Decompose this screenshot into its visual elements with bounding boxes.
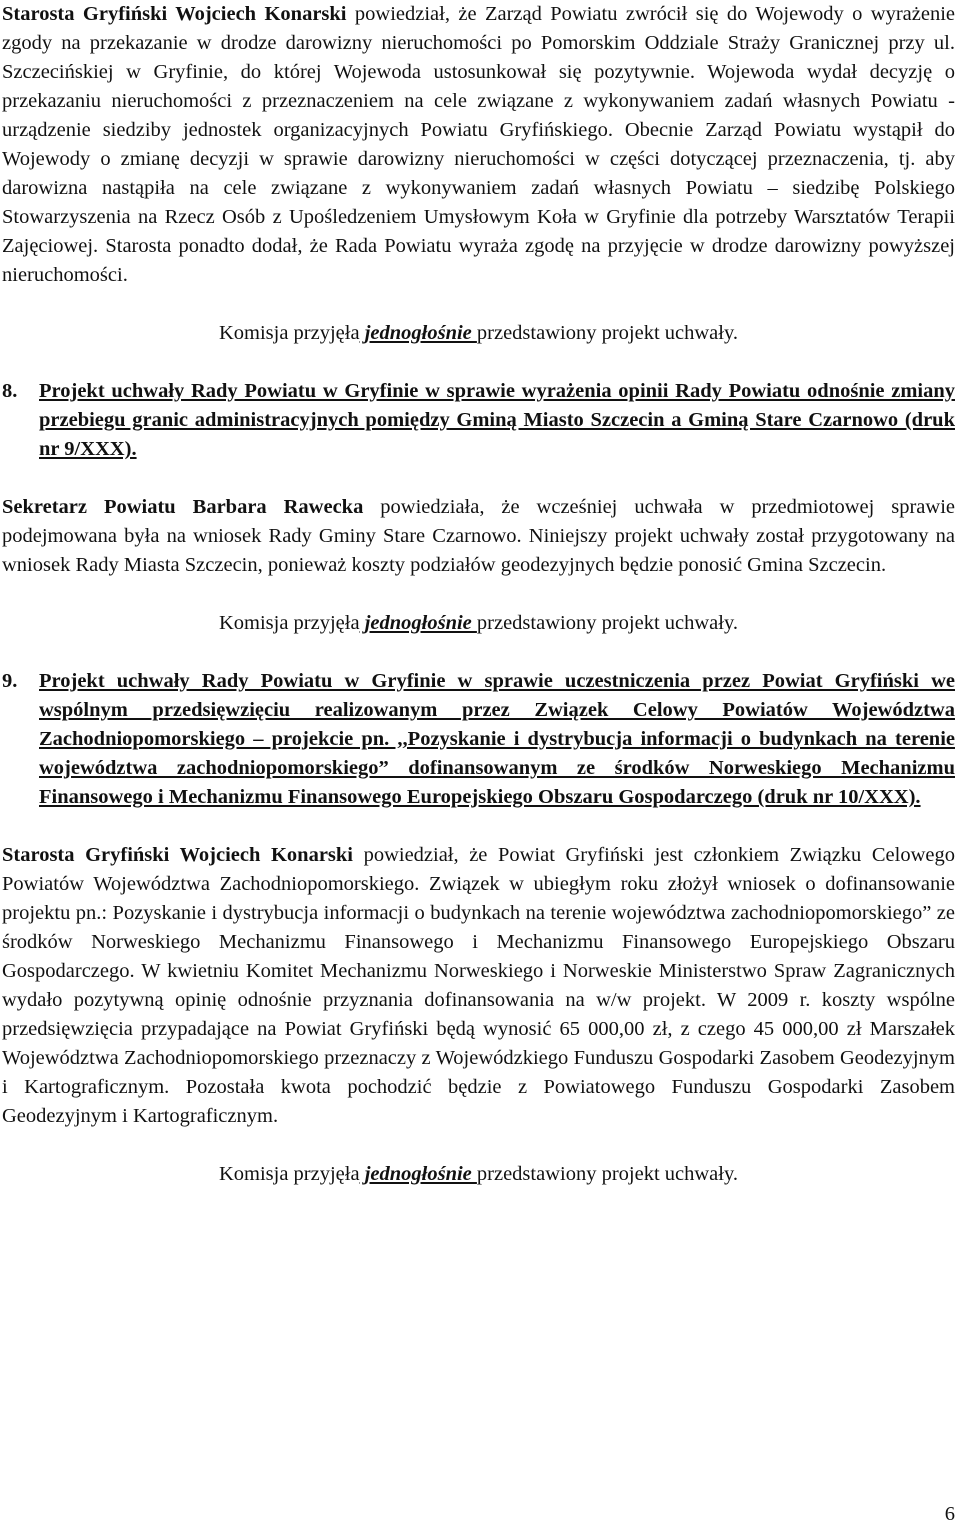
result-prefix: Komisja przyjęła [218, 322, 360, 344]
result-suffix: przedstawiony projekt uchwały. [476, 322, 739, 344]
spacer [2, 638, 955, 667]
agenda-item-8 [2, 377, 955, 464]
commission-result-1 [2, 319, 955, 348]
spacer [2, 348, 955, 377]
spacer [2, 580, 955, 609]
agenda-item-number: 9. [2, 670, 18, 692]
result-suffix: przedstawiony projekt uchwały. [476, 612, 739, 634]
agenda-item-title: Projekt uchwały Rady Powiatu w Gryfinie w sprawie wyrażenia opinii Rady Powiatu odnośnie zmiany przebiegu granic administracyjnych pomiędzy Gminą Miasto Szczecin a Gminą Stare Czarnowo (druk nr 9/XXX). [39, 380, 955, 460]
result-suffix: przedstawiony projekt uchwały. [476, 1163, 739, 1185]
commission-result-2 [2, 609, 955, 638]
speaker-name: Starosta Gryfiński Wojciech Konarski [2, 3, 347, 25]
paragraph-text: powiedział, że Powiat Gryfiński jest członkiem Związku Celowego Powiatów Województwa Zachodniopomorskiego. Związek w ubiegłym roku złożył wniosek o dofinansowanie projektu pn.: Pozyskanie i dystrybucja informacji o budynkach na terenie województwa zachodniopomorskiego” ze środków Norweskiego Mechanizmu Finansowego i Mechanizmu Finansowego Europejskiego Obszaru Gospodarczego. W kwietniu Komitet Mechanizmu Norweskiego i Norweskie Ministerstwo Spraw Zagranicznych wydało pozytywną opinię odnośnie przyznania dofinansowania na w/w projekt. W 2009 r. koszty wspólne przedsięwzięcia przypadające na Powiat Gryfiński będą wynosić 65 000,00 zł, z czego 45 000,00 zł Marszałek Województwa Zachodniopomorskiego przeznaczy z Wojewódzkiego Funduszu Gospodarki Zasobem Geodezyjnym i Kartograficznym. Pozostała kwota pochodzić będzie z Powiatowego Funduszu Gospodarki Zasobem Geodezyjnym i Kartograficznym. [2, 844, 955, 1127]
paragraph-sekretarz [2, 493, 955, 580]
spacer [2, 464, 955, 493]
agenda-item-9 [2, 667, 955, 812]
paragraph-text: powiedział, że Zarząd Powiatu zwrócił się do Wojewody o wyrażenie zgody na przekazanie w drodze darowizny nieruchomości po Pomorskim Oddziale Straży Granicznej przy ul. Szczecińskiej w Gryfinie, do której Wojewoda ustosunkował się pozytywnie. Wojewoda wydał decyzję o przekazaniu nieruchomości z przeznaczeniem na cele związane z wykonywaniem zadań własnych Powiatu - urządzenie siedziby jednostek organizacyjnych Powiatu Gryfińskiego. Obecnie Zarząd Powiatu wystąpił do Wojewody o zmianę decyzji w sprawie darowizny nieruchomości w części dotyczącej przeznaczenia, tj. aby darowizna nastąpiła na cele związane z wykonywaniem zadań własnych Powiatu – siedzibę Polskiego Stowarzyszenia na Rzecz Osób z Upośledzeniem Umysłowym Koła w Gryfinie dla potrzeby Warsztatów Terapii Zajęciowej. Starosta ponadto dodał, że Rada Powiatu wyraża zgodę na przyjęcie w drodze darowizny powyższej nieruchomości. [2, 3, 955, 286]
speaker-name: Starosta Gryfiński Wojciech Konarski [2, 844, 353, 866]
spacer [2, 1131, 955, 1160]
result-prefix: Komisja przyjęła [218, 1163, 360, 1185]
agenda-item-title: Projekt uchwały Rady Powiatu w Gryfinie w sprawie uczestniczenia przez Powiat Gryfiński we wspólnym przedsięwzięciu realizowanym przez Związek Celowy Powiatów Województwa Zachodniopomorskiego – projekcie pn. ,,Pozyskanie i dystrybucja informacji o budynkach na terenie województwa zachodniopomorskiego” dofinansowanym ze środków Norweskiego Mechanizmu Finansowego i Mechanizmu Finansowego Europejskiego Obszaru Gospodarczego (druk nr 10/XXX). [39, 670, 955, 808]
spacer [2, 812, 955, 841]
commission-result-3 [2, 1160, 955, 1189]
agenda-item-number: 8. [2, 380, 18, 402]
result-emphasis: jednogłośnie [359, 322, 477, 344]
result-prefix: Komisja przyjęła [218, 612, 360, 634]
speaker-name: Sekretarz Powiatu Barbara Rawecka [2, 496, 364, 518]
result-emphasis: jednogłośnie [359, 1163, 477, 1185]
document-page [2, 0, 955, 1189]
result-emphasis: jednogłośnie [359, 612, 477, 634]
paragraph-text: powiedziała, że wcześniej uchwała w przedmiotowej sprawie podejmowana była na wniosek Rady Gminy Stare Czarnowo. Niniejszy projekt uchwały został przygotowany na wniosek Rady Miasta Szczecin, ponieważ koszty podziałów geodezyjnych będzie ponosić Gmina Szczecin. [2, 496, 955, 576]
paragraph-starosta-2 [2, 841, 955, 1131]
page-number: 6 [944, 1503, 955, 1525]
paragraph-starosta-1 [2, 0, 955, 290]
spacer [2, 290, 955, 319]
